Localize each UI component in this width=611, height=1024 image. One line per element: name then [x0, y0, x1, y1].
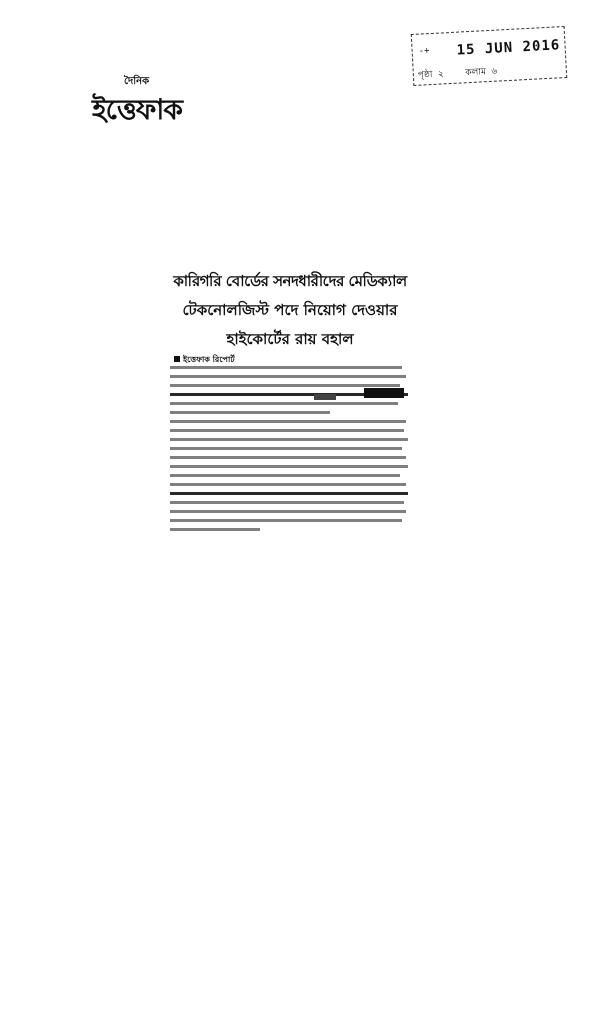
headline-line-3: হাইকোর্টের রায় বহাল [226, 330, 354, 348]
text-line [170, 384, 400, 387]
stamp-mark: -+ [418, 46, 430, 57]
masthead-prefix: দৈনিক [124, 76, 150, 87]
text-line [170, 510, 406, 513]
date-stamp [411, 26, 568, 86]
byline-square-icon [174, 356, 180, 362]
text-line [170, 456, 406, 459]
text-line [170, 429, 404, 432]
newspaper-masthead [92, 74, 242, 124]
text-line [170, 492, 408, 495]
text-line [170, 411, 330, 414]
text-line [170, 528, 260, 531]
text-line [170, 447, 402, 450]
byline-text: ইত্তেফাক রিপোর্ট [183, 355, 235, 364]
ink-blot [314, 394, 336, 400]
stamp-meta [418, 64, 498, 83]
text-line [170, 501, 404, 504]
stamp-date: 15 JUN 2016 [456, 37, 561, 59]
text-line [170, 474, 400, 477]
text-line [170, 483, 406, 486]
headline-line-1: কারিগরি বোর্ডের সনদধারীদের মেডিক্যাল [173, 272, 407, 290]
headline-line-2: টেকনোলজিস্ট পদে নিয়োগ দেওয়ার [182, 301, 398, 319]
text-line [170, 519, 402, 522]
masthead-name: ইত্তেফাক [92, 93, 183, 126]
text-line [170, 375, 406, 378]
text-line [170, 438, 408, 441]
text-line [170, 402, 398, 405]
text-line [170, 420, 406, 423]
text-line [170, 465, 408, 468]
stamp-page: পৃষ্ঠা ২ [417, 69, 445, 81]
news-clipping [168, 270, 412, 538]
ink-blot [364, 388, 404, 398]
text-line [170, 366, 402, 369]
stamp-column: কলাম ৬ [465, 66, 498, 79]
